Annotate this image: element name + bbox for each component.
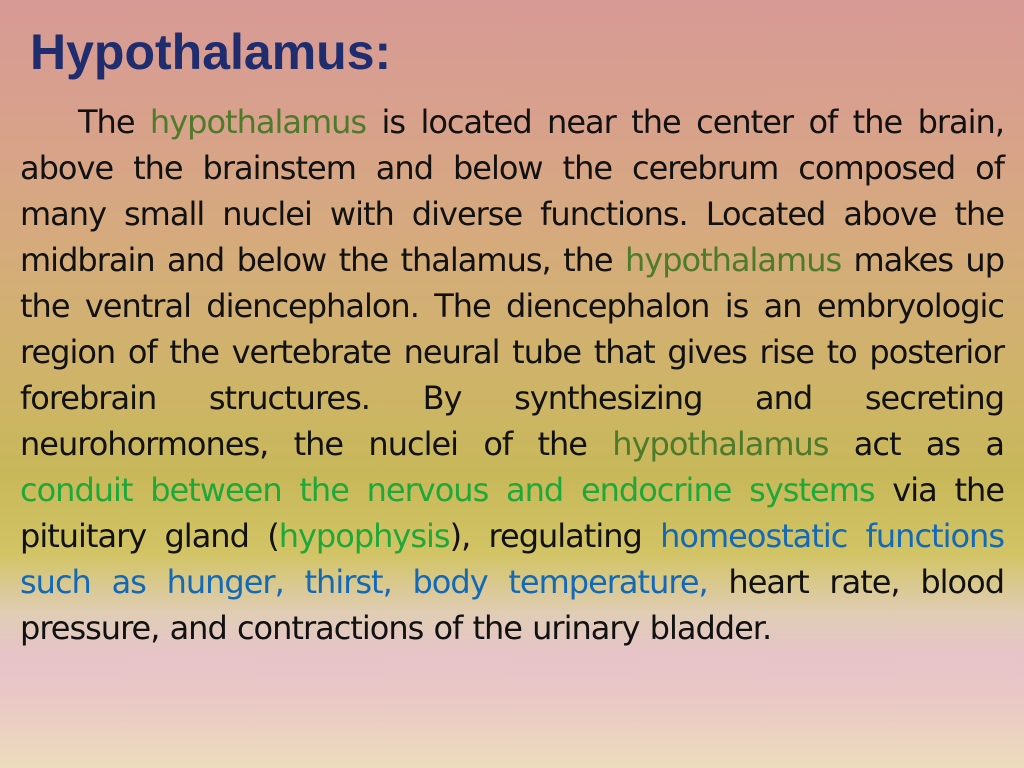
term-conduit: conduit between the nervous and endocrine systems — [20, 471, 875, 509]
term-hypophysis: hypophysis — [278, 517, 450, 555]
text-segment: The — [78, 103, 150, 141]
text-segment: makes up the ventral diencephalon. The diencephalon is an embryologic region of the vertebrate neural tube that gives rise to posterior forebrain structures. By synthesizing and secreting neurohormones, the nuclei of the — [20, 241, 1005, 463]
slide-title: Hypothalamus: — [30, 24, 392, 80]
term-hypothalamus: hypothalamus — [149, 103, 367, 141]
term-hypothalamus: hypothalamus — [624, 241, 842, 279]
text-segment: is located near the center of the brain, above the brainstem and below the cerebrum composed of many small nuclei with diverse functions. Located above the midbrain and below the thalamus, the — [20, 103, 1005, 279]
text-segment: heart rate, blood pressure, and contractions of the urinary bladder. — [20, 563, 1004, 647]
text-segment: ), regulating — [449, 517, 661, 555]
term-hypothalamus: hypothalamus — [612, 425, 829, 463]
term-homeostatic-functions: homeostatic functions such as hunger, thirst, body temperature, — [20, 517, 1005, 601]
text-segment: via the pituitary gland ( — [20, 471, 1005, 555]
text-segment: act as a — [828, 425, 1005, 463]
body-paragraph — [20, 99, 1004, 651]
